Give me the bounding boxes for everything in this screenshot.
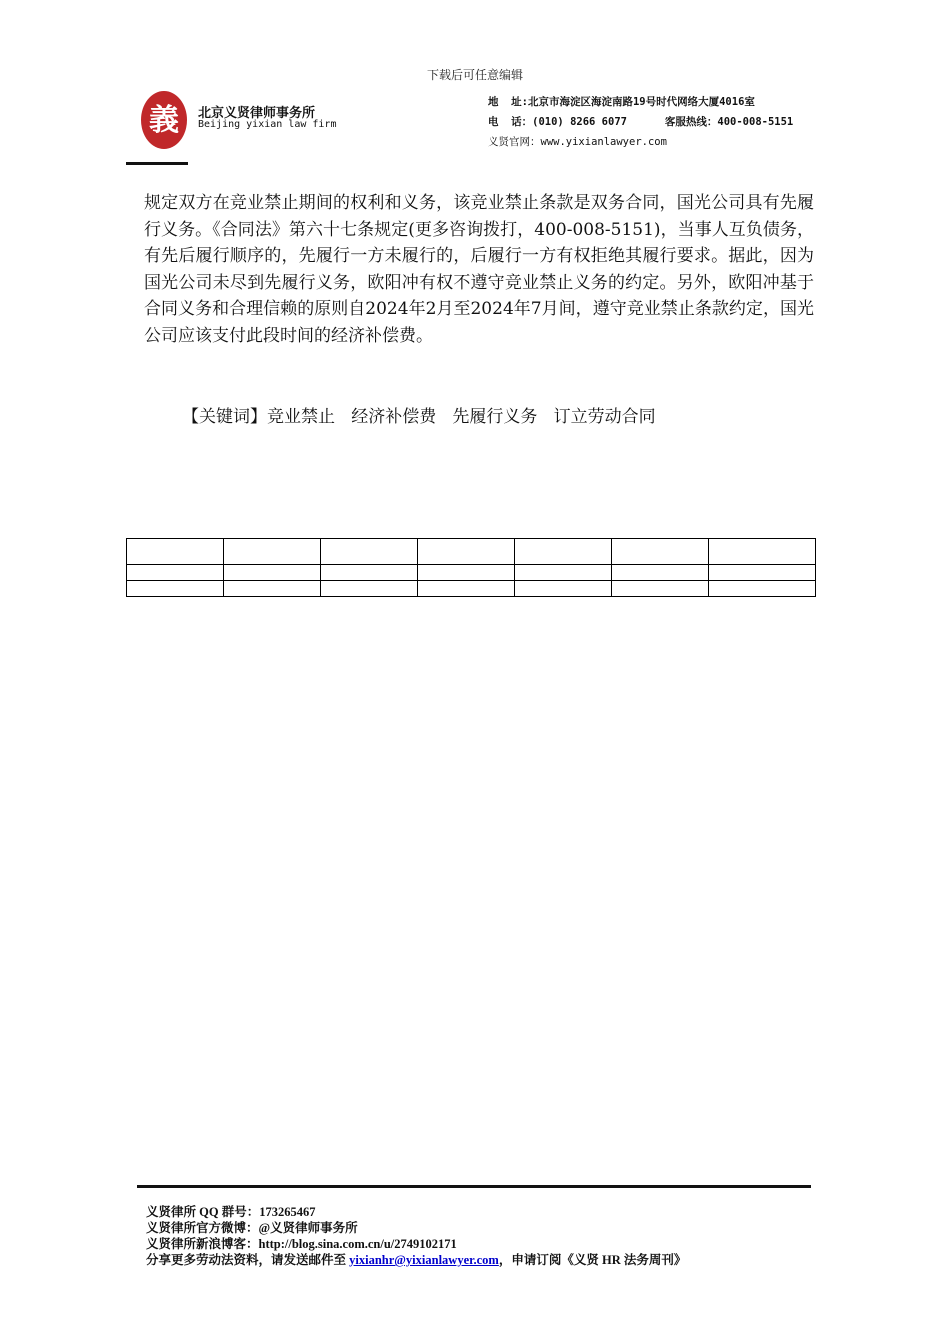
body-paragraph: 规定双方在竞业禁止期间的权利和义务，该竞业禁止条款是双务合同，国光公司具有先履行义务。《合同法》第六十七条规定(更多咨询拨打，400-008-5151)，当事人互负债务，有先后履行顺序的，先履行一方未履行的，后履行一方有权拒绝其履行要求。据此，因为国光公司未尽到先履行义务，欧阳冲有权不遵守竞业禁止义务的约定。另外，欧阳冲基于合同义务和合理信赖的原则自2024年2月至2024年7月间，遵守竞业禁止条款约定，国光公司应该支付此段时间的经济补偿费。	[144, 193, 814, 346]
seal-logo-icon	[140, 90, 188, 150]
footer-share-prefix: 分享更多劳动法资料，请发送邮件至	[146, 1253, 350, 1267]
firm-website[interactable]: 义贤官网：www.yixianlawyer.com	[488, 136, 667, 148]
keywords-line: 【关键词】竞业禁止 经济补偿费 先履行义务 订立劳动合同	[182, 407, 656, 427]
footer-weibo: 义贤律所官方微博：@义贤律师事务所	[146, 1221, 358, 1235]
firm-name-en: Beijing yixian law firm	[198, 119, 337, 130]
footer-qq-group: 义贤律所 QQ 群号：173265467	[146, 1205, 316, 1219]
footer-subscribe	[146, 1250, 686, 1268]
firm-address: 地 址:北京市海淀区海淀南路19号时代网络大厦4016室	[488, 96, 755, 108]
footer-email-link[interactable]: yixianhr@yixianlawyer.com	[349, 1253, 499, 1267]
table-row	[127, 539, 816, 565]
blank-table	[126, 538, 816, 597]
footer-blog[interactable]: 义贤律所新浪博客：http://blog.sina.com.cn/u/2749102171	[146, 1237, 457, 1251]
firm-phone: 电 话：(010) 8266 6077 客服热线：400-008-5151	[488, 116, 794, 128]
firm-name-cn: 北京义贤律师事务所	[198, 106, 316, 121]
svg-text:義: 義	[149, 103, 179, 138]
table-row	[127, 581, 816, 597]
footer-divider	[137, 1185, 811, 1188]
firm-logo	[140, 90, 188, 150]
footer-share-suffix: ，申请订阅《义贤 HR 法务周刊》	[498, 1253, 687, 1267]
header-divider	[126, 162, 188, 165]
top-note: 下载后可任意编辑	[426, 68, 523, 82]
table-row	[127, 565, 816, 581]
